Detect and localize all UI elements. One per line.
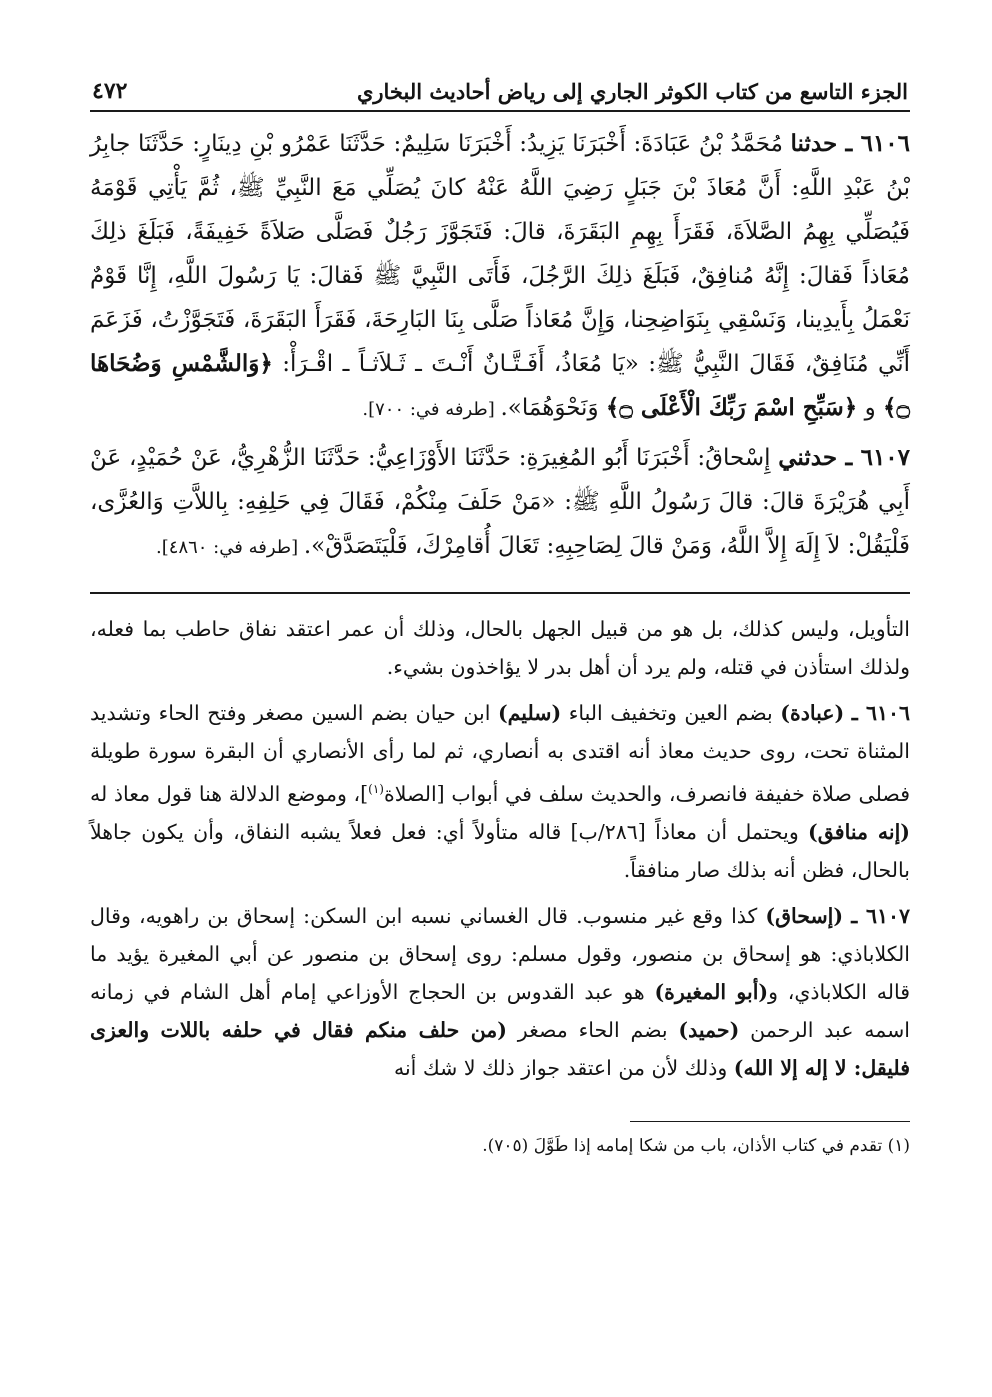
commentary-6107 xyxy=(90,897,910,1087)
hadith-6106-cross-ref: [طرفه في: ٧٠٠]. xyxy=(362,399,501,420)
term: (إسحاق) xyxy=(765,903,844,928)
running-title: الجزء التاسع من كتاب الكوثر الجاري إلى رياض أحاديث البخاري xyxy=(356,79,908,104)
section-divider xyxy=(90,592,910,594)
commentary-6106-number: ٦١٠٦ ـ xyxy=(851,701,910,725)
commentary-text: ]، وموضع الدلالة هنا قول معاذ له xyxy=(90,781,369,806)
hadith-6107 xyxy=(90,436,910,570)
page-number: ٤٧٢ xyxy=(92,78,128,104)
footnote-marker: (١) xyxy=(368,782,384,796)
quran-quote-2: ﴿سَبِّحِ اسْمَ رَبِّكَ الْأَعْلَى ۝﴾ xyxy=(605,394,858,421)
commentary-section xyxy=(90,610,910,1087)
footnote-1: (١) تقدم في كتاب الأذان، باب من شكا إمامه إذا طَوَّلَ (٧٠٥). xyxy=(482,1135,910,1156)
quran-quote-1: ﴿وَالشَّمْسِ وَضُحَاهَا ۝﴾ xyxy=(90,350,910,421)
commentary-text: ويحتمل أن معاذاً [٢٨٦/ب] قاله متأولاً أي: فعل فعلاً يشبه النفاق، وأن يكون جاهلاً بالحال، فظن أنه بذلك صار منافقاً. xyxy=(90,819,910,882)
term: (أبو المغيرة) xyxy=(654,979,769,1004)
term: (من حلف منكم فقال في حلفه باللات والعزى فليقل: لا إله إلا الله) xyxy=(90,1017,910,1080)
term: (حميد) xyxy=(678,1017,740,1042)
commentary-text: هو عبد القدوس بن الحجاج الأوزاعي إمام أهل الشام في زمانه اسمه عبد الرحمن xyxy=(90,979,911,1042)
term: (إنه منافق) xyxy=(808,819,910,844)
running-header xyxy=(90,78,910,112)
commentary-paragraph-1: التأويل، وليس كذلك، بل هو من قبيل الجهل بالحال، وذلك أن عمر اعتقد نفاق حاطب بما فعله، ولذلك استأذن في قتله، ولم يرد أن أهل بدر لا يؤاخذون بشيء. xyxy=(90,617,910,679)
hadith-6107-number: ٦١٠٧ ـ حدثني xyxy=(778,444,911,471)
document-page xyxy=(90,78,910,1160)
commentary-text: بضم الحاء مصغر xyxy=(506,1017,679,1042)
term: (سليم) xyxy=(497,701,562,725)
commentary-text: وذلك لأن من اعتقد جواز ذلك لا شك أنه xyxy=(393,1055,734,1080)
hadith-6106-tail: وَنَحْوَهُمَا». xyxy=(500,395,606,421)
commentary-text: ابن حيان بضم السين مصغر وفتح الحاء وتشديد المثناة تحت، روى حديث معاذ أنه اقتدى به أنصاري، ثم لما رأى الأنصاري أن البقرة سورة طويلة فصلى صلاة خفيفة فانصرف، والحديث سلف في أبواب [الصلاة xyxy=(90,701,911,806)
hadith-6106-text: مُحَمَّدُ بْنُ عَبَادَةَ: أَخْبَرَنَا يَزِيدُ: أَخْبَرَنَا سَلِيمٌ: حَدَّثَنَا عَمْرُو بْنِ دِينَارٍ: حَدَّثَنَا جابِرُ بْنُ عَبْدِ اللَّهِ: أَنَّ مُعَاذَ بْنَ جَبَلٍ رَضِيَ اللَّهُ عَنْهُ كانَ يُصَلِّي مَعَ النَّبِيِّ ﷺ، ثُمَّ يَأْتِي قَوْمَهُ فَيُصَلِّي بِهِمُ الصَّلاَةَ، فَقَرَأَ بِهِمِ البَقَرَةَ، قالَ: فَتَجَوَّزَ رَجُلٌ فَصَلَّى صَلاَةً خَفِيفَةً، فَبَلَغَ ذلِكَ مُعَاذاً فَقالَ: إِنَّهُ مُنافِقٌ، فَبَلَغَ ذلِكَ الرَّجُلَ، فَأَتَى النَّبِيَّ ﷺ فَقالَ: يَا رَسُولَ اللَّهِ، إِنَّا قَوْمٌ نَعْمَلُ بِأَيدِينا، وَنَسْقِي بِنَوَاضِحِنا، وَإِنَّ مُعَاذاً صَلَّى بِنَا البَارِحَةَ، فَقَرَأَ البَقَرَةَ، فَتَجَوَّزْتُ، فَزَعَمَ أَنِّي مُنَافِقٌ، فَقَالَ النَّبِيُّ ﷺ: «يَا مُعَاذُ، أَفَـتَّـانٌ أَنْـتَ ـ ثَـلاَثـاً ـ اقْـرَأْ: xyxy=(90,131,910,377)
commentary-6106 xyxy=(90,694,910,889)
hadith-6106-number: ٦١٠٦ ـ حدثنا xyxy=(790,130,910,157)
hadith-6107-cross-ref: [طرفه في: ٤٨٦٠]. xyxy=(156,537,304,558)
hadith-6107-text: إِسْحاقُ: أَخْبَرَنَا أَبُو المُغِيرَةِ: حَدَّثَنَا الأَوْزَاعِيُّ: حَدَّثَنَا الزُّهْرِيُّ، عَنْ حُمَيْدٍ، عَنْ أَبِي هُرَيْرَةَ قالَ: قالَ رَسُولُ اللَّهِ ﷺ: «مَنْ حَلَفَ مِنْكُمْ، فَقَالَ فِي حَلِفِهِ: بِاللاَّتِ وَالعُزَّى، فَلْيَقُلْ: لاَ إِلَهَ إِلاَّ اللَّهُ، وَمَنْ قالَ لِصَاحِبِهِ: تَعَالَ أُقامِرْكَ، فَلْيَتَصَدَّقْ». xyxy=(90,445,910,559)
commentary-text: كذا وقع غير منسوب. قال الغساني نسبه ابن السكن: إسحاق بن راهويه، وقال الكلاباذي: هو إسحاق بن منصور، وقول مسلم: روى إسحاق بن منصور عن أبي المغيرة يؤيد ما قاله الكلاباذي، و xyxy=(90,903,910,1004)
hadith-6106 xyxy=(90,122,910,432)
footnote-divider xyxy=(630,1121,910,1122)
conjunction: و xyxy=(857,395,884,421)
commentary-6107-number: ٦١٠٧ ـ xyxy=(851,903,910,928)
term: (عبادة) xyxy=(780,701,845,725)
commentary-text: بضم العين وتخفيف الباء xyxy=(561,701,781,725)
hadith-section xyxy=(90,122,910,570)
